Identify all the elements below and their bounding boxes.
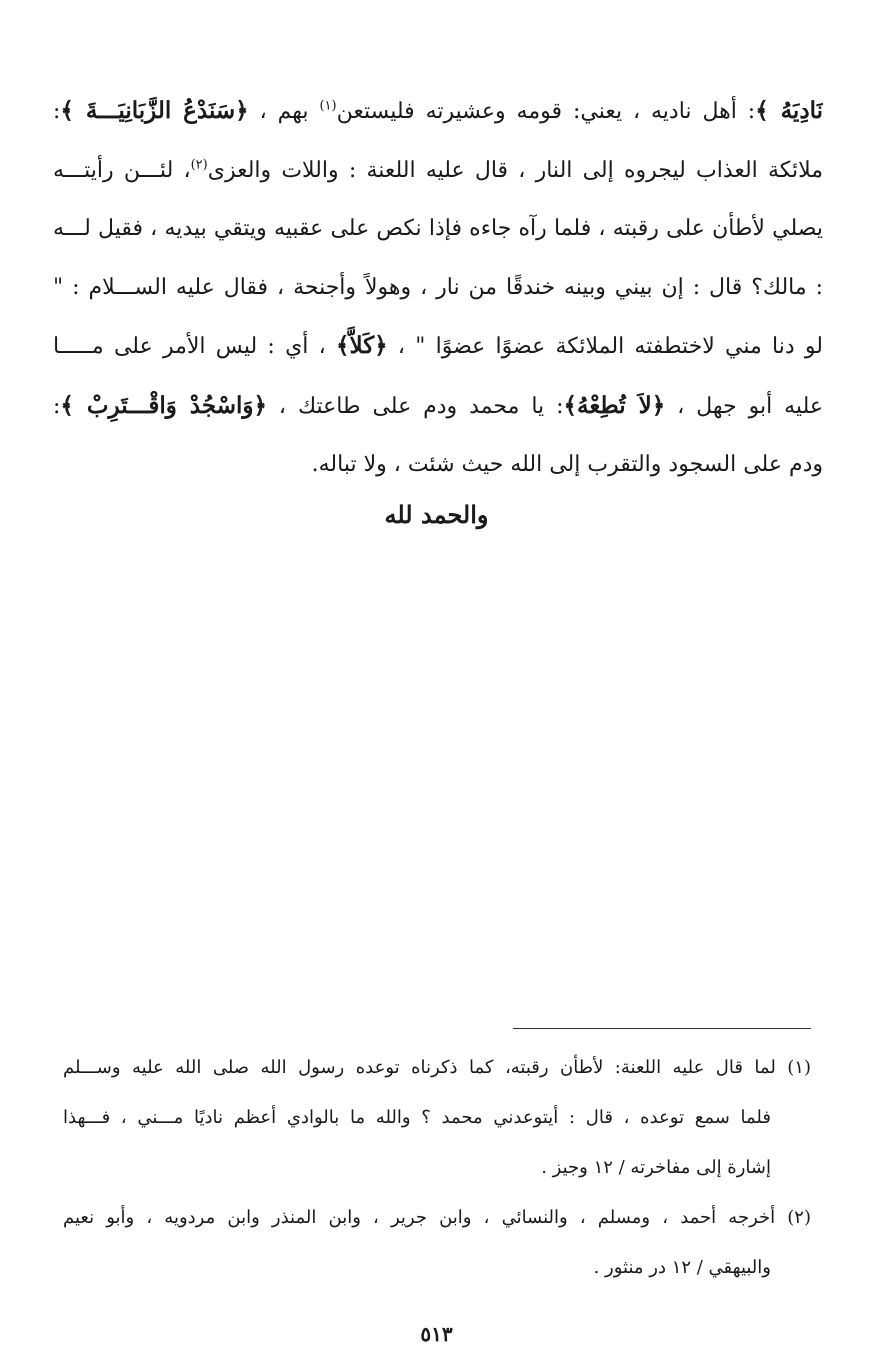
text-segment: ، أي : ليس الأمر على مـــــا <box>53 334 336 359</box>
text-segment: ملائكة العذاب ليجروه إلى النار ، قال عليه اللعنة : واللات والعزى <box>207 157 823 183</box>
footnote-1 <box>63 1043 811 1193</box>
quran-quote: ﴿وَاسْجُدْ وَاقْـــتَرِبْ ﴾ <box>60 391 267 419</box>
text-segment: : <box>53 99 61 124</box>
footnote-line: (٢) أخرجه أحمد ، ومسلم ، والنسائي ، وابن جرير ، وابن المنذر وابن مردويه ، وأبو نعيم <box>63 1207 811 1228</box>
closing-phrase: والحمد لله <box>384 500 489 529</box>
main-text <box>53 82 823 495</box>
quran-quote: ﴿سَنَدْعُ الزَّبَانِيَـــةَ ﴾ <box>60 97 249 124</box>
footnote-ref-2[interactable]: (٢) <box>190 157 208 173</box>
text-line-2 <box>53 142 823 201</box>
footnote-line: فلما سمع توعده ، قال : أيتوعدني محمد ؟ والله ما بالوادي أعظم ناديًا مـــني ، فـــهذا <box>63 1107 771 1128</box>
text-segment: لو دنا مني لاختطفته الملائكة عضوًا عضوًا " ، <box>387 334 823 359</box>
text-line-3: يصلي لأطأن على رقبته ، فلما رآه جاءه فإذا نكص على عقبيه ويتقي بيديه ، فقيل لـــه <box>53 216 823 241</box>
text-segment: ، لئـــن رأيتـــه <box>53 157 191 183</box>
text-segment: : أهل ناديه ، يعني: قومه وعشيرته فليستعن <box>336 99 756 124</box>
footnote-line: (١) لما قال عليه اللعنة: لأطأن رقبته، كما ذكرناه توعده رسول الله صلى الله عليه وســـلم <box>63 1057 811 1078</box>
footnotes <box>63 1043 811 1293</box>
text-line-6 <box>53 377 823 437</box>
text-segment: بهم ، <box>248 99 320 124</box>
text-segment: : <box>53 393 61 419</box>
footnote-line: إشارة إلى مفاخرته / ١٢ وجيز . <box>541 1157 771 1178</box>
quran-quote: نَادِيَهُ ﴾ <box>755 97 823 124</box>
footnote-2 <box>63 1193 811 1293</box>
footnote-line: والبيهقي / ١٢ در منثور . <box>593 1257 771 1278</box>
text-line-4: : مالك؟ قال : إن بيني وبينه خندقًا من نار ، وهولاً وأجنحة ، فقال عليه الســـلام : " <box>53 274 823 300</box>
text-segment: : يا محمد ودم على طاعتك ، <box>266 393 564 419</box>
page-number: ٥١٣ <box>420 1322 453 1346</box>
footnote-ref-1[interactable]: (١) <box>319 98 337 114</box>
quran-quote: ﴿لاَ تُطِعْهُ﴾ <box>563 391 666 419</box>
text-line-5 <box>53 317 823 377</box>
quran-quote: ﴿كَلاَّ﴾ <box>336 332 388 359</box>
text-line-1 <box>53 82 823 142</box>
text-segment: عليه أبو جهل ، <box>665 393 823 419</box>
text-line-7: ودم على السجود والتقرب إلى الله حيث شئت ، ولا تباله. <box>311 452 823 477</box>
footnote-divider <box>513 1028 811 1029</box>
